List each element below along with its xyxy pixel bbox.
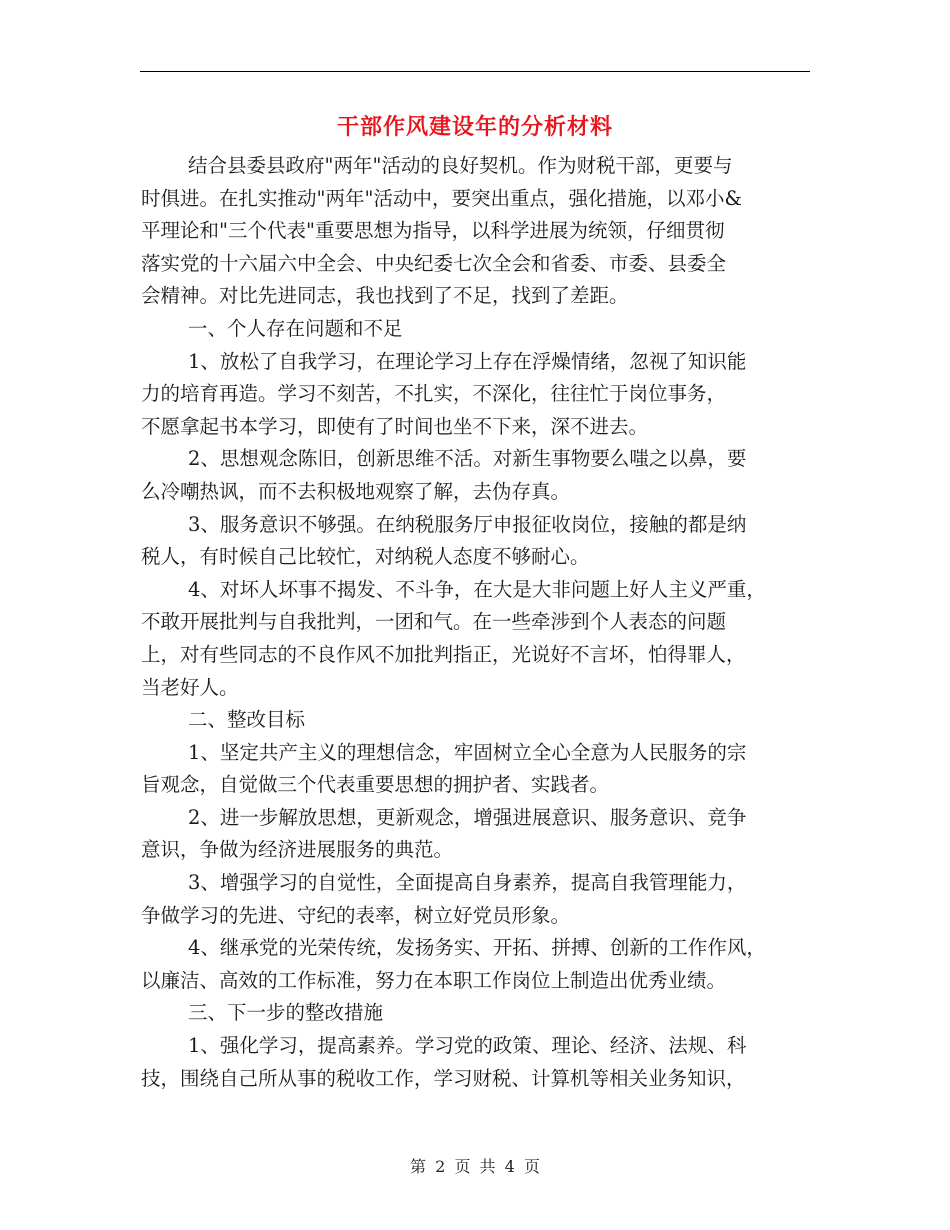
text-line: 4、对坏人坏事不揭发、不斗争，在大是大非问题上好人主义严重， [188, 577, 766, 601]
footer-prefix: 第 [410, 1157, 427, 1176]
text-line: 税人，有时候自己比较忙，对纳税人态度不够耐心。 [141, 545, 590, 569]
text-line: 二、整改目标 [188, 708, 306, 732]
footer-total-prefix: 共 [479, 1157, 496, 1176]
text-line: 2、思想观念陈旧，创新思维不活。对新生事物要么嗤之以鼻，要 [188, 447, 747, 471]
text-line: 平理论和"三个代表"重要思想为指导，以科学进展为统领，仔细贯彻 [141, 219, 725, 243]
header-rule [140, 71, 810, 72]
text-line: 当老好人。 [141, 675, 239, 699]
text-line: 2、进一步解放思想，更新观念，增强进展意识、服务意识、竞争 [188, 805, 747, 829]
document-title: 干部作风建设年的分析材料 [336, 114, 613, 140]
text-line: 3、增强学习的自觉性，全面提高自身素养，提高自我管理能力， [188, 871, 747, 895]
document-body [141, 150, 816, 1095]
text-line: 么冷嘲热讽，而不去积极地观察了解，去伪存真。 [141, 479, 571, 503]
text-line: 1、强化学习，提高素养。学习党的政策、理论、经济、法规、科 [188, 1034, 747, 1058]
text-line: 旨观念，自觉做三个代表重要思想的拥护者、实践者。 [141, 773, 610, 797]
text-line: 一、个人存在问题和不足 [188, 316, 403, 340]
text-line: 会精神。对比先进同志，我也找到了不足，找到了差距。 [141, 284, 629, 308]
footer-current-page: 2 [435, 1157, 446, 1176]
footer-page-word: 页 [454, 1157, 471, 1176]
text-line: 不愿拿起书本学习，即使有了时间也坐不下来，深不进去。 [141, 414, 649, 438]
text-line: 落实党的十六届六中全会、中央纪委七次全会和省委、市委、县委全 [141, 251, 727, 275]
page-footer [0, 1154, 950, 1177]
text-line: 力的培育再造。学习不刻苦，不扎实，不深化，往往忙于岗位事务， [141, 382, 727, 406]
text-line: 时俱进。在扎实推动"两年"活动中，要突出重点，强化措施，以邓小& [141, 186, 742, 210]
text-line: 1、放松了自我学习，在理论学习上存在浮燥情绪，忽视了知识能 [188, 349, 747, 373]
text-line: 上，对有些同志的不良作风不加批判指正，光说好不言坏，怕得罪人， [141, 642, 746, 666]
text-line: 争做学习的先进、守纪的表率，树立好党员形象。 [141, 903, 571, 927]
text-line: 结合县委县政府"两年"活动的良好契机。作为财税干部，更要与 [188, 154, 733, 177]
footer-total-pages: 4 [504, 1157, 515, 1176]
text-line: 4、继承党的光荣传统，发扬务实、开拓、拼搏、创新的工作作风， [188, 936, 766, 960]
text-line: 不敢开展批判与自我批判，一团和气。在一些牵涉到个人表态的问题 [141, 610, 727, 634]
text-line: 1、坚定共产主义的理想信念，牢固树立全心全意为人民服务的宗 [188, 740, 747, 764]
text-line: 3、服务意识不够强。在纳税服务厅申报征收岗位，接触的都是纳 [188, 512, 747, 536]
text-line: 三、下一步的整改措施 [188, 1001, 384, 1025]
text-line: 技，围绕自己所从事的税收工作，学习财税、计算机等相关业务知识， [141, 1066, 746, 1090]
text-line: 意识，争做为经济进展服务的典范。 [141, 838, 454, 862]
footer-suffix: 页 [523, 1157, 540, 1176]
text-line: 以廉洁、高效的工作标准，努力在本职工作岗位上制造出优秀业绩。 [141, 968, 727, 992]
